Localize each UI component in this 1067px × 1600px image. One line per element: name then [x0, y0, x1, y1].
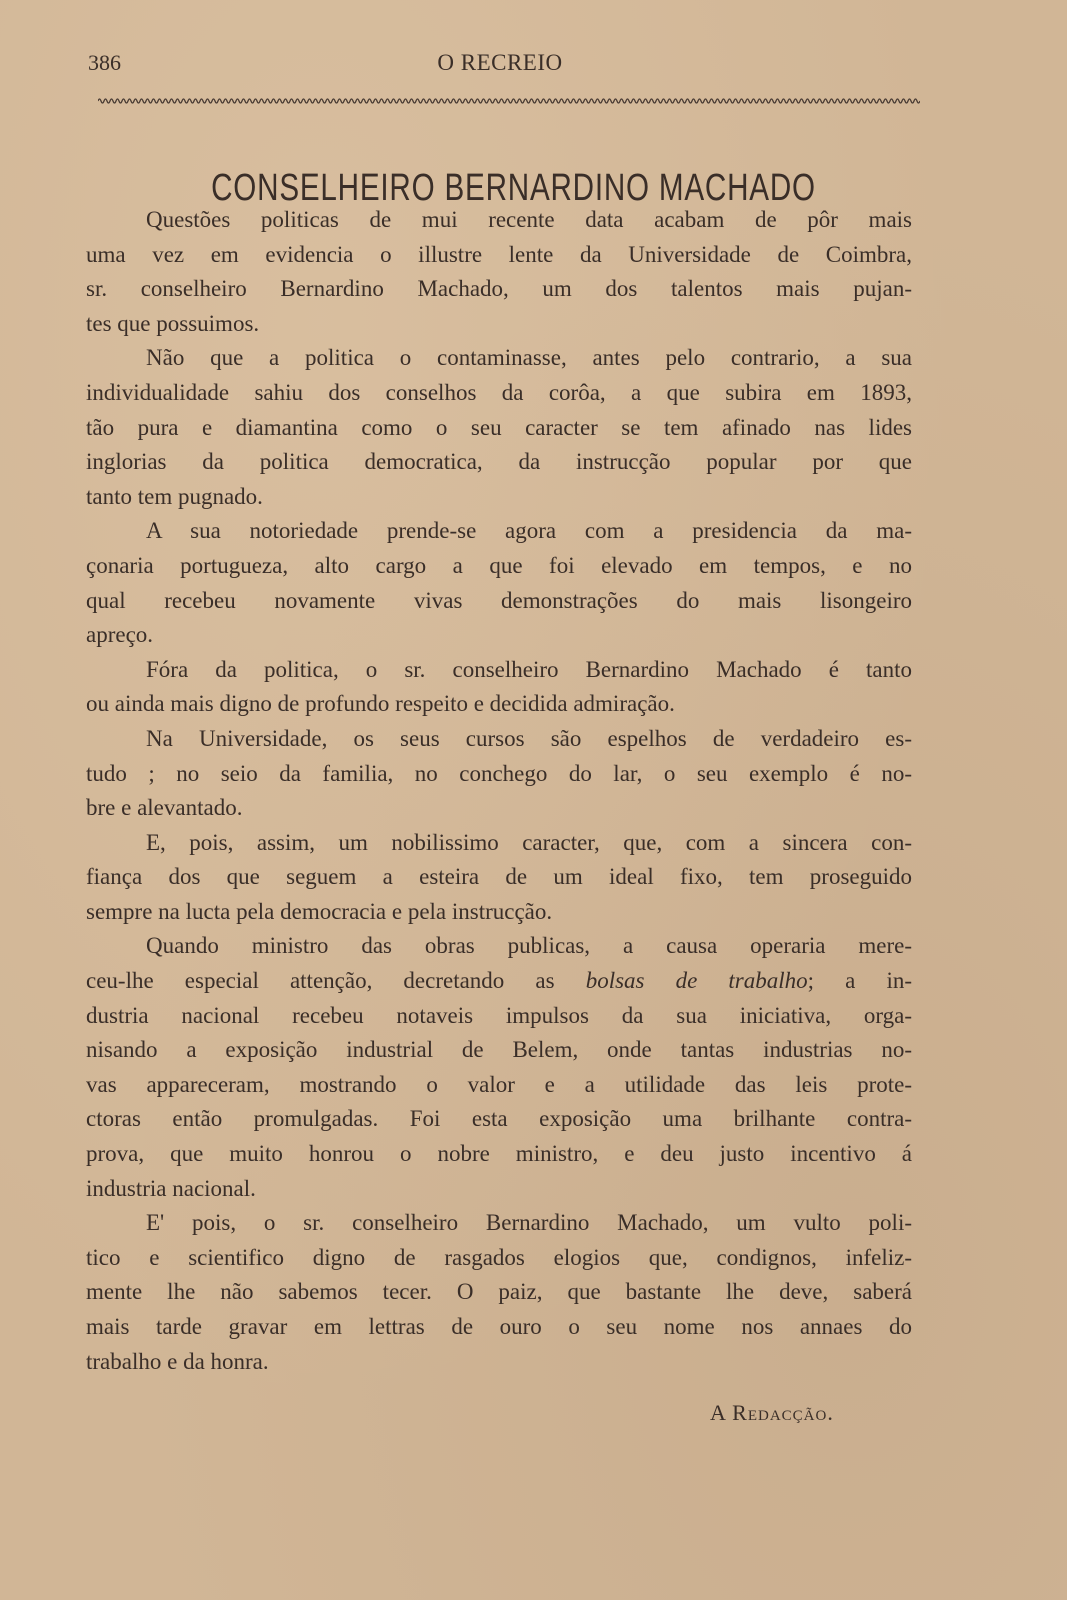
- text-line: E, pois, assim, um nobilissimo caracter, que, com a sincera con-: [146, 829, 912, 855]
- text-line: mais tarde gravar em lettras de ouro o seu nome nos annaes do: [86, 1314, 912, 1339]
- text-line: ou ainda mais digno de profundo respeito e decidida admiração.: [86, 691, 675, 717]
- page-number: 386: [88, 50, 121, 75]
- text-line: Quando ministro das obras publicas, a causa operaria mere-: [146, 933, 912, 959]
- text-segment: ; a in-: [807, 968, 913, 994]
- article-body: [86, 203, 912, 1379]
- text-line: sr. conselheiro Bernardino Machado, um dos talentos mais pujan-: [86, 276, 912, 302]
- text-line: A sua notoriedade prende-se agora com a presidencia da ma-: [146, 518, 912, 544]
- text-line: inglorias da politica democratica, da instrucção popular por que: [86, 449, 912, 475]
- text-line: vas appareceram, mostrando o valor e a utilidade das leis prote-: [86, 1071, 912, 1097]
- text-line: nisando a exposição industrial de Belem, onde tantas industrias no-: [86, 1037, 912, 1063]
- text-line: çonaria portugueza, alto cargo a que foi elevado em tempos, e no: [86, 552, 912, 578]
- text-line: trabalho e da honra.: [86, 1348, 269, 1374]
- paragraph: [86, 341, 912, 514]
- text-line: Questões politicas de mui recente data acabam de pôr mais: [146, 207, 912, 232]
- paragraph: [86, 826, 912, 930]
- signature: A Redacção.: [710, 1400, 834, 1425]
- text-line: Fóra da politica, o sr. conselheiro Bernardino Machado é tanto: [146, 656, 912, 682]
- italic-phrase: bolsas de trabalho: [585, 968, 808, 994]
- paragraph: [86, 203, 912, 341]
- text-line: mente lhe não sabemos tecer. O paiz, que bastante lhe deve, saberá: [86, 1279, 912, 1305]
- article-title: CONSELHEIRO BERNARDINO MACHADO: [211, 167, 816, 210]
- text-line: tanto tem pugnado.: [86, 483, 263, 509]
- text-line: industria nacional.: [86, 1175, 256, 1201]
- paragraph: [86, 929, 912, 1206]
- text-line: tão pura e diamantina como o seu caracter se tem afinado nas lides: [86, 414, 912, 440]
- text-line: apreço.: [86, 622, 154, 648]
- text-line: Não que a politica o contaminasse, antes pelo contrario, a sua: [146, 345, 912, 371]
- text-line: prova, que muito honrou o nobre ministro, e deu justo incentivo á: [86, 1141, 912, 1167]
- text-line: [86, 964, 912, 999]
- text-line: tudo ; no seio da familia, no conchego do lar, o seu exemplo é no-: [86, 760, 912, 786]
- text-line: sempre na lucta pela democracia e pela instrucção.: [86, 898, 553, 924]
- text-line: bre e alevantado.: [86, 795, 243, 821]
- paragraph: [86, 1206, 912, 1379]
- text-line: tico e scientifico digno de rasgados elogios que, condignos, infeliz-: [86, 1244, 912, 1270]
- wavy-rule-divider: [98, 96, 920, 106]
- text-line: qual recebeu novamente vivas demonstrações do mais lisongeiro: [86, 587, 912, 613]
- text-line: E' pois, o sr. conselheiro Bernardino Machado, um vulto poli-: [146, 1210, 912, 1236]
- text-line: individualidade sahiu dos conselhos da corôa, a que subira em 1893,: [86, 379, 912, 405]
- text-line: tes que possuimos.: [86, 310, 260, 336]
- text-segment: ceu-lhe especial attenção, decretando as: [86, 968, 586, 994]
- paragraph: [86, 722, 912, 826]
- text-line: dustria nacional recebeu notaveis impulsos da sua iniciativa, orga-: [86, 1002, 912, 1028]
- paragraph: [86, 653, 912, 722]
- paragraph: [86, 514, 912, 652]
- running-title: O RECREIO: [437, 50, 563, 75]
- text-line: fiança dos que seguem a esteira de um ideal fixo, tem proseguido: [86, 864, 912, 890]
- text-line: ctoras então promulgadas. Foi esta exposição uma brilhante contra-: [86, 1106, 912, 1132]
- text-line: uma vez em evidencia o illustre lente da Universidade de Coimbra,: [86, 241, 912, 267]
- text-line: Na Universidade, os seus cursos são espelhos de verdadeiro es-: [146, 725, 912, 751]
